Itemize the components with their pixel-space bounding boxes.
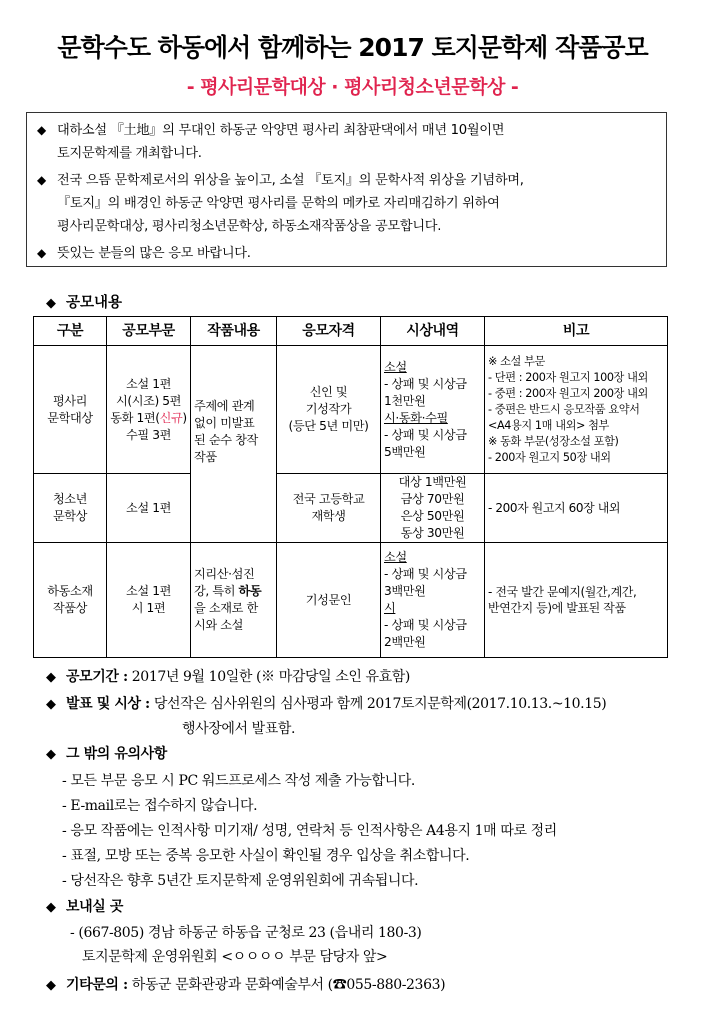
row-eligibility: 기성문인 bbox=[277, 543, 381, 658]
table-row bbox=[34, 346, 668, 474]
note-item: - 표절, 모방 또는 중복 응모한 사실이 확인될 경우 입상을 취소합니다. bbox=[62, 848, 470, 864]
contact-value: 하동군 문화관광과 문화예술부서 (☎055-880-2363) bbox=[127, 977, 446, 993]
row-prize: 대상 1백만원 금상 70만원 은상 50만원 동상 30만원 bbox=[381, 474, 485, 543]
table-header-row bbox=[34, 317, 668, 346]
notes-heading bbox=[46, 743, 167, 763]
row-prize: 소설 - 상패 및 시상금 3백만원 시 - 상패 및 시상금 2백만원 bbox=[381, 543, 485, 658]
row-content: 주제에 관계 없이 미발표 된 순수 창작 작품 bbox=[191, 346, 277, 543]
diamond-bullet-icon: ◆ bbox=[37, 246, 47, 260]
contest-heading-label: 공모내용 bbox=[66, 295, 123, 311]
contest-table bbox=[33, 316, 668, 658]
send-heading bbox=[46, 896, 123, 916]
period-line bbox=[46, 666, 410, 686]
intro-item bbox=[37, 242, 660, 265]
row-remark: - 200자 원고지 60장 내외 bbox=[485, 474, 668, 543]
intro-text: 뜻있는 분들의 많은 응모 바랍니다. bbox=[57, 246, 251, 261]
announce-label: 발표 및 시상 : bbox=[66, 696, 150, 712]
diamond-bullet-icon: ◆ bbox=[46, 670, 56, 685]
row-eligibility: 신인 및 기성작가 (등단 5년 미만) bbox=[277, 346, 381, 474]
table-header: 비고 bbox=[485, 317, 668, 346]
row-field: 소설 1편 시(시조) 5편 동화 1편(신규) 수필 3편 bbox=[107, 346, 191, 474]
note-item: - 당선작은 향후 5년간 토지문학제 운영위원회에 귀속됩니다. bbox=[62, 873, 419, 889]
page-subtitle: - 평사리문학대상 · 평사리청소년문학상 - bbox=[186, 76, 519, 98]
row-category: 평사리 문학대상 bbox=[34, 346, 107, 474]
row-remark: - 전국 발간 문예지(월간,계간, 반연간지 등)에 발표된 작품 bbox=[485, 543, 668, 658]
row-category: 하동소재 작품상 bbox=[34, 543, 107, 658]
diamond-bullet-icon: ◆ bbox=[46, 900, 56, 915]
diamond-bullet-icon: ◆ bbox=[37, 173, 47, 187]
contest-heading bbox=[46, 291, 122, 312]
row-category: 청소년 문학상 bbox=[34, 474, 107, 543]
row-field: 소설 1편 bbox=[107, 474, 191, 543]
intro-text: 전국 으뜸 문학제로서의 위상을 높이고, 소설 『토지』의 문학사적 위상을 기념하며, 『토지』의 배경인 하동군 악양면 평사리를 문학의 메카로 자리매김하기 위하여 평사리문학대상, 평사리청소년문학상, 하동소재작품상을 공모합니다. bbox=[57, 173, 524, 234]
note-item: - 응모 작품에는 인적사항 미기재/ 성명, 연락처 등 인적사항은 A4용지 1매 따로 정리 bbox=[62, 823, 557, 839]
table-header: 공모부문 bbox=[107, 317, 191, 346]
announce-line bbox=[46, 693, 606, 713]
period-value: 2017년 9월 10일한 (※ 마감당일 소인 유효함) bbox=[127, 669, 410, 685]
row-remark: ※ 소설 부문 - 단편 : 200자 원고지 100장 내외 - 중편 : 200자 원고지 200장 내외 - 중편은 반드시 응모작품 요약서 <A4용지 1매 내외> 첨부 ※ 동화 부문(성장소설 포함) - 200자 원고지 50장 내외 bbox=[485, 346, 668, 474]
row-field: 소설 1편 시 1편 bbox=[107, 543, 191, 658]
table-row bbox=[34, 543, 668, 658]
table-header: 작품내용 bbox=[191, 317, 277, 346]
contact-label: 기타문의 : bbox=[66, 977, 128, 993]
row-eligibility: 전국 고등학교 재학생 bbox=[277, 474, 381, 543]
note-item: - E-mail로는 접수하지 않습니다. bbox=[62, 798, 258, 814]
new-badge: 신규 bbox=[159, 410, 183, 425]
intro-item bbox=[37, 169, 660, 238]
page-title: 문학수도 하동에서 함께하는 2017 토지문학제 작품공모 bbox=[57, 33, 648, 62]
note-item: - 모든 부문 응모 시 PC 워드프로세스 작성 제출 가능합니다. bbox=[62, 773, 415, 789]
intro-box bbox=[26, 112, 667, 267]
diamond-bullet-icon: ◆ bbox=[46, 747, 56, 762]
table-header: 시상내역 bbox=[381, 317, 485, 346]
row-prize: 소설 - 상패 및 시상금 1천만원 시·동화·수필 - 상패 및 시상금 5백만원 bbox=[381, 346, 485, 474]
send-recipient: 토지문학제 운영위원회 <ㅇㅇㅇㅇ 부문 담당자 앞> bbox=[82, 949, 388, 965]
send-address: - (667-805) 경남 하동군 하동읍 군청로 23 (읍내리 180-3) bbox=[70, 925, 422, 941]
diamond-bullet-icon: ◆ bbox=[46, 697, 56, 712]
table-header: 응모자격 bbox=[277, 317, 381, 346]
period-label: 공모기간 : bbox=[66, 669, 128, 685]
row-content: 지리산·섬진 강, 특히 하동 을 소재로 한 시와 소설 bbox=[191, 543, 277, 658]
table-header: 구분 bbox=[34, 317, 107, 346]
diamond-bullet-icon: ◆ bbox=[46, 978, 56, 993]
diamond-bullet-icon: ◆ bbox=[37, 123, 47, 137]
send-label: 보내실 곳 bbox=[66, 899, 123, 915]
announce-value: 당선작은 심사위원의 심사평과 함께 2017토지문학제(2017.10.13.~10.15) bbox=[149, 696, 607, 712]
table-row bbox=[34, 474, 668, 543]
intro-item bbox=[37, 119, 660, 165]
diamond-bullet-icon: ◆ bbox=[46, 296, 56, 311]
notes-label: 그 밖의 유의사항 bbox=[66, 746, 167, 762]
intro-text: 대하소설 『土地』의 무대인 하동군 악양면 평사리 최참판댁에서 매년 10월이면 토지문학제를 개최합니다. bbox=[57, 123, 505, 161]
contact-line bbox=[46, 974, 445, 994]
announce-value-cont: 행사장에서 발표함. bbox=[182, 721, 296, 737]
